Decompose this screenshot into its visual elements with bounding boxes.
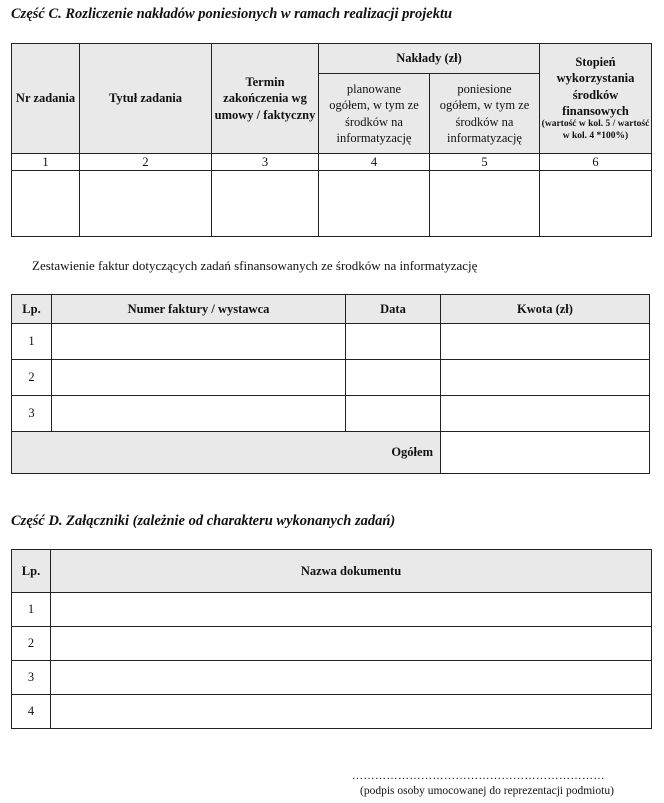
row-number: 3 <box>12 661 51 695</box>
invoice-number-cell[interactable] <box>52 324 346 360</box>
header-tytul-zadania: Tytuł zadania <box>80 44 212 154</box>
header-numer-faktury: Numer faktury / wystawca <box>52 295 346 324</box>
row-number: 4 <box>12 695 51 729</box>
invoice-number-cell[interactable] <box>52 360 346 396</box>
entry-poniesione-cell[interactable] <box>430 171 540 237</box>
table-row <box>12 627 652 661</box>
table-row <box>12 396 650 432</box>
document-name-cell[interactable] <box>51 593 652 627</box>
entry-planowane-cell[interactable] <box>319 171 430 237</box>
entry-nr-cell[interactable] <box>12 171 80 237</box>
row-number: 2 <box>12 360 52 396</box>
header-naklady: Nakłady (zł) <box>319 44 540 74</box>
invoice-amount-cell[interactable] <box>441 324 650 360</box>
invoice-date-cell[interactable] <box>346 324 441 360</box>
column-number-6: 6 <box>540 154 652 171</box>
header-kwota: Kwota (zł) <box>441 295 650 324</box>
invoice-amount-cell[interactable] <box>441 396 650 432</box>
entry-tytul-cell[interactable] <box>80 171 212 237</box>
invoice-amount-cell[interactable] <box>441 360 650 396</box>
table-row <box>12 360 650 396</box>
signature-caption: (podpis osoby umocowanej do reprezentacji podmiotu) <box>360 785 614 797</box>
attachments-table <box>11 549 652 729</box>
column-number-1: 1 <box>12 154 80 171</box>
header-termin: Termin zakończenia wg umowy / faktyczny <box>212 44 319 154</box>
header-stopien-note: (wartość w kol. 5 / wartość w kol. 4 *100%) <box>541 119 650 141</box>
header-nazwa-dokumentu: Nazwa dokumentu <box>51 550 652 593</box>
invoice-date-cell[interactable] <box>346 360 441 396</box>
document-name-cell[interactable] <box>51 695 652 729</box>
table-row <box>12 593 652 627</box>
document-name-cell[interactable] <box>51 661 652 695</box>
header-poniesione: poniesione ogółem, w tym ze środków na informatyzację <box>430 74 540 154</box>
header-lp: Lp. <box>12 550 51 593</box>
row-number: 2 <box>12 627 51 661</box>
entry-termin-cell[interactable] <box>212 171 319 237</box>
document-name-cell[interactable] <box>51 627 652 661</box>
column-number-5: 5 <box>430 154 540 171</box>
header-stopien-label: Stopień wykorzystania środków finansowych <box>556 55 635 118</box>
section-d-title: Część D. Załączniki (zależnie od charakteru wykonanych zadań) <box>11 513 396 529</box>
section-c-title: Część C. Rozliczenie nakładów poniesionych w ramach realizacji projektu <box>11 6 453 22</box>
column-number-2: 2 <box>80 154 212 171</box>
cost-settlement-table <box>11 43 652 237</box>
invoice-number-cell[interactable] <box>52 396 346 432</box>
invoices-table <box>11 294 650 474</box>
table-row <box>12 324 650 360</box>
total-label: Ogółem <box>12 432 441 474</box>
header-stopien <box>540 44 652 154</box>
row-number: 1 <box>12 324 52 360</box>
column-number-4: 4 <box>319 154 430 171</box>
invoices-caption: Zestawienie faktur dotyczących zadań sfinansowanych ze środków na informatyzację <box>32 258 478 273</box>
invoice-date-cell[interactable] <box>346 396 441 432</box>
column-number-3: 3 <box>212 154 319 171</box>
signature-line: ………………………………………………………… <box>352 770 605 782</box>
row-number: 3 <box>12 396 52 432</box>
table-row <box>12 695 652 729</box>
total-amount-cell[interactable] <box>441 432 650 474</box>
header-nr-zadania: Nr zadania <box>12 44 80 154</box>
table-row <box>12 661 652 695</box>
entry-stopien-cell[interactable] <box>540 171 652 237</box>
row-number: 1 <box>12 593 51 627</box>
header-lp: Lp. <box>12 295 52 324</box>
header-data: Data <box>346 295 441 324</box>
header-planowane: planowane ogółem, w tym ze środków na informatyzację <box>319 74 430 154</box>
